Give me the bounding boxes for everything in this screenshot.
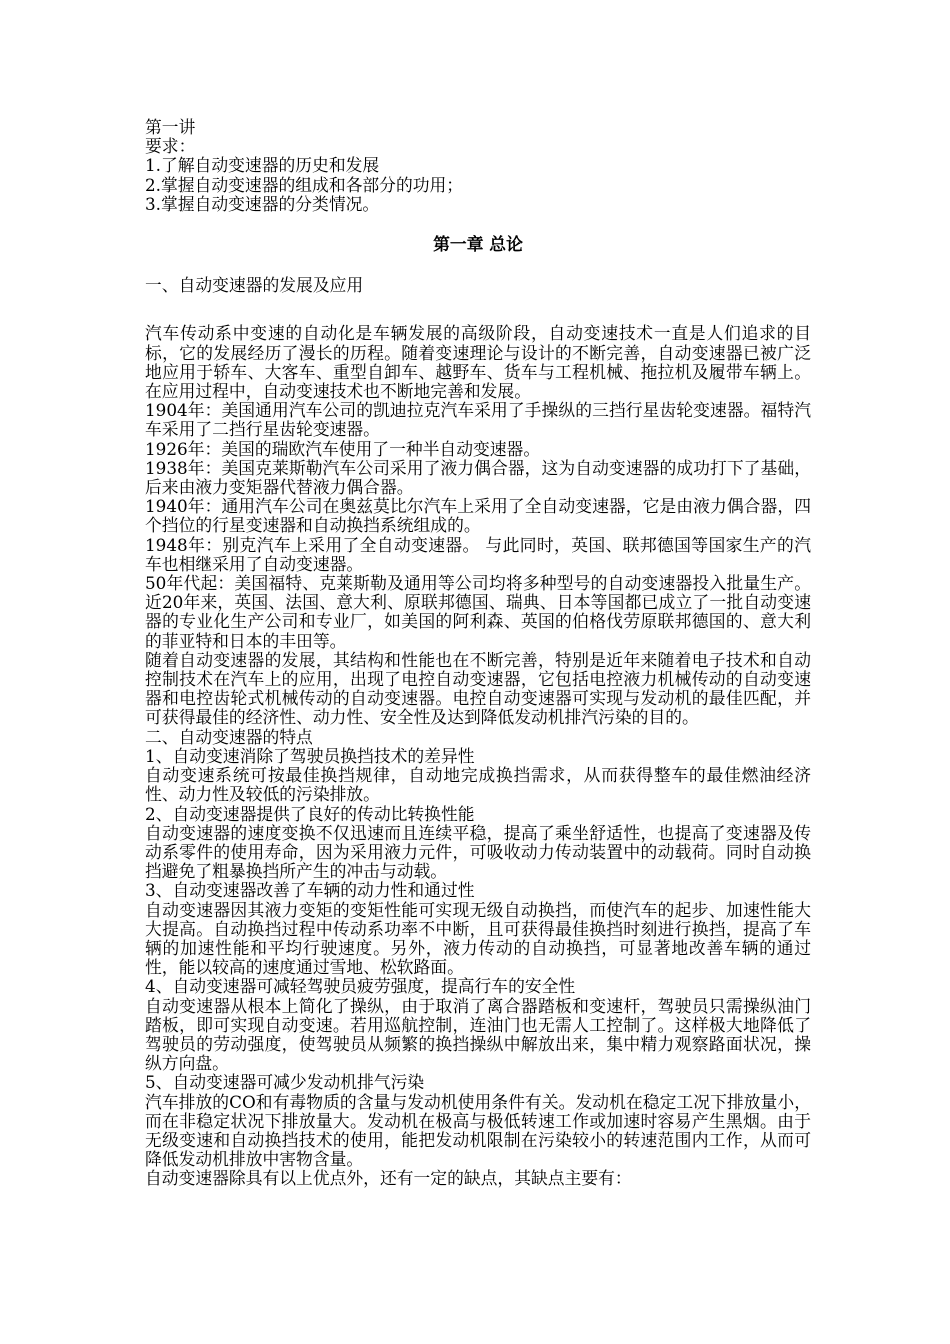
- requirement-item: 2.掌握自动变速器的组成和各部分的功用；: [145, 174, 464, 195]
- feature-heading: 5、自动变速器可减少发动机排气污染: [145, 1072, 425, 1093]
- paragraph: 1948年：别克汽车上采用了全自动变速器。 与此同时，英国、联邦德国等国家生产的汽车也相继采用了自动变速器。: [145, 534, 811, 574]
- paragraph: 50年代起：美国福特、克莱斯勒及通用等公司均将多种型号的自动变速器投入批量生产。近20年来，英国、法国、意大利、原联邦德国、瑞典、日本等国都已成立了一批自动变速器的专业化生产公司和专业厂，如美国的阿利森、英国的伯格伐劳原联邦德国的、意大利的菲亚特和日本的丰田等。: [145, 573, 811, 651]
- feature-heading: 1、自动变速消除了驾驶员换挡技术的差异性: [145, 745, 475, 766]
- feature-text: 自动变速系统可按最佳换挡规律，自动地完成换挡需求，从而获得整车的最佳燃油经济性、动力性及较低的污染排放。: [145, 765, 811, 805]
- paragraph: 1938年：美国克莱斯勒汽车公司采用了液力偶合器，这为自动变速器的成功打下了基础，后来由液力变矩器代替液力偶合器。: [145, 457, 811, 498]
- section-heading: 二、自动变速器的特点: [145, 726, 313, 747]
- requirement-item: 3.掌握自动变速器的分类情况。: [145, 193, 380, 214]
- lecture-label: 第一讲: [145, 117, 196, 137]
- feature-text: 自动变速器的速度变换不仅迅速而且连续平稳，提高了乘坐舒适性，也提高了变速器及传动系零件的使用寿命，因为采用液力元件，可吸收动力传动装置中的动载荷。同时自动换挡避免了粗暴换挡所产生的冲击与动载。: [145, 822, 811, 882]
- feature-heading: 2、自动变速器提供了良好的传动比转换性能: [145, 803, 475, 824]
- paragraph: 1926年：美国的瑞欧汽车使用了一种半自动变速器。: [145, 438, 541, 459]
- paragraph: 1904年：美国通用汽车公司的凯迪拉克汽车采用了手操纵的三挡行星齿轮变速器。福特汽车采用了二挡行星齿轮变速器。: [145, 400, 811, 440]
- feature-text: 自动变速器因其液力变矩的变矩性能可实现无级自动换挡，而使汽车的起步、加速性能大大提高。自动换挡过程中传动系功率不中断，且可获得最佳换挡时刻进行换挡，提高了车辆的加速性能和平均行驶速度。另外，液力传动的自动换挡，可显著地改善车辆的通过性，能以较高的速度通过雪地、松软路面。: [145, 899, 811, 978]
- requirement-item: 1.了解自动变速器的历史和发展: [145, 155, 380, 176]
- feature-text: 自动变速器从根本上简化了操纵，由于取消了离合器踏板和变速杆，驾驶员只需操纵油门踏板，即可实现自动变速。若用巡航控制，连油门也无需人工控制了。这样极大地降低了驾驶员的劳动强度，使驾驶员从频繁的换挡操纵中解放出来，集中精力观察路面状况，操纵方向盘。: [145, 995, 811, 1074]
- closing-text: 自动变速器除具有以上优点外，还有一定的缺点，其缺点主要有：: [145, 1168, 632, 1189]
- section-heading: 一、自动变速器的发展及应用: [145, 275, 364, 296]
- feature-heading: 3、自动变速器改善了车辆的动力性和通过性: [145, 880, 475, 901]
- document-page: [145, 118, 811, 1189]
- chapter-title: 第一章 总论: [433, 234, 523, 255]
- feature-heading: 4、自动变速器可减轻驾驶员疲劳强度，提高行车的安全性: [145, 976, 576, 997]
- paragraph: 1940年：通用汽车公司在奥兹莫比尔汽车上采用了全自动变速器，它是由液力偶合器，四个挡位的行星变速器和自动换挡系统组成的。: [145, 496, 811, 536]
- paragraph: 汽车传动系中变速的自动化是车辆发展的高级阶段，自动变速技术一直是人们追求的目标，它的发展经历了漫长的历程。随着变速理论与设计的不断完善，自动变速器已被广泛地应用于轿车、大客车、重型自卸车、越野车、货车与工程机械、拖拉机及履带车辆上。在应用过程中，自动变速技术也不断地完善和发展。: [145, 323, 811, 402]
- requirements-label: 要求：: [145, 136, 196, 157]
- paragraph: 随着自动变速器的发展，其结构和性能也在不断完善，特别是近年来随着电子技术和自动控制技术在汽车上的应用，出现了电控自动变速器，它包括电控液力机械传动的自动变速器和电控齿轮式机械传动的自动变速器。电控自动变速器可实现与发动机的最佳匹配，并可获得最佳的经济性、动力性、安全性及达到降低发动机排汽污染的目的。: [145, 649, 811, 728]
- feature-text: 汽车排放的CO和有毒物质的含量与发动机使用条件有关。发动机在稳定工况下排放量小，而在非稳定状况下排放量大。发动机在极高与极低转速工作或加速时容易产生黑烟。由于无级变速和自动换挡技术的使用，能把发动机限制在污染较小的转速范围内工作，从而可降低发动机排放中害物含量。: [145, 1091, 811, 1170]
